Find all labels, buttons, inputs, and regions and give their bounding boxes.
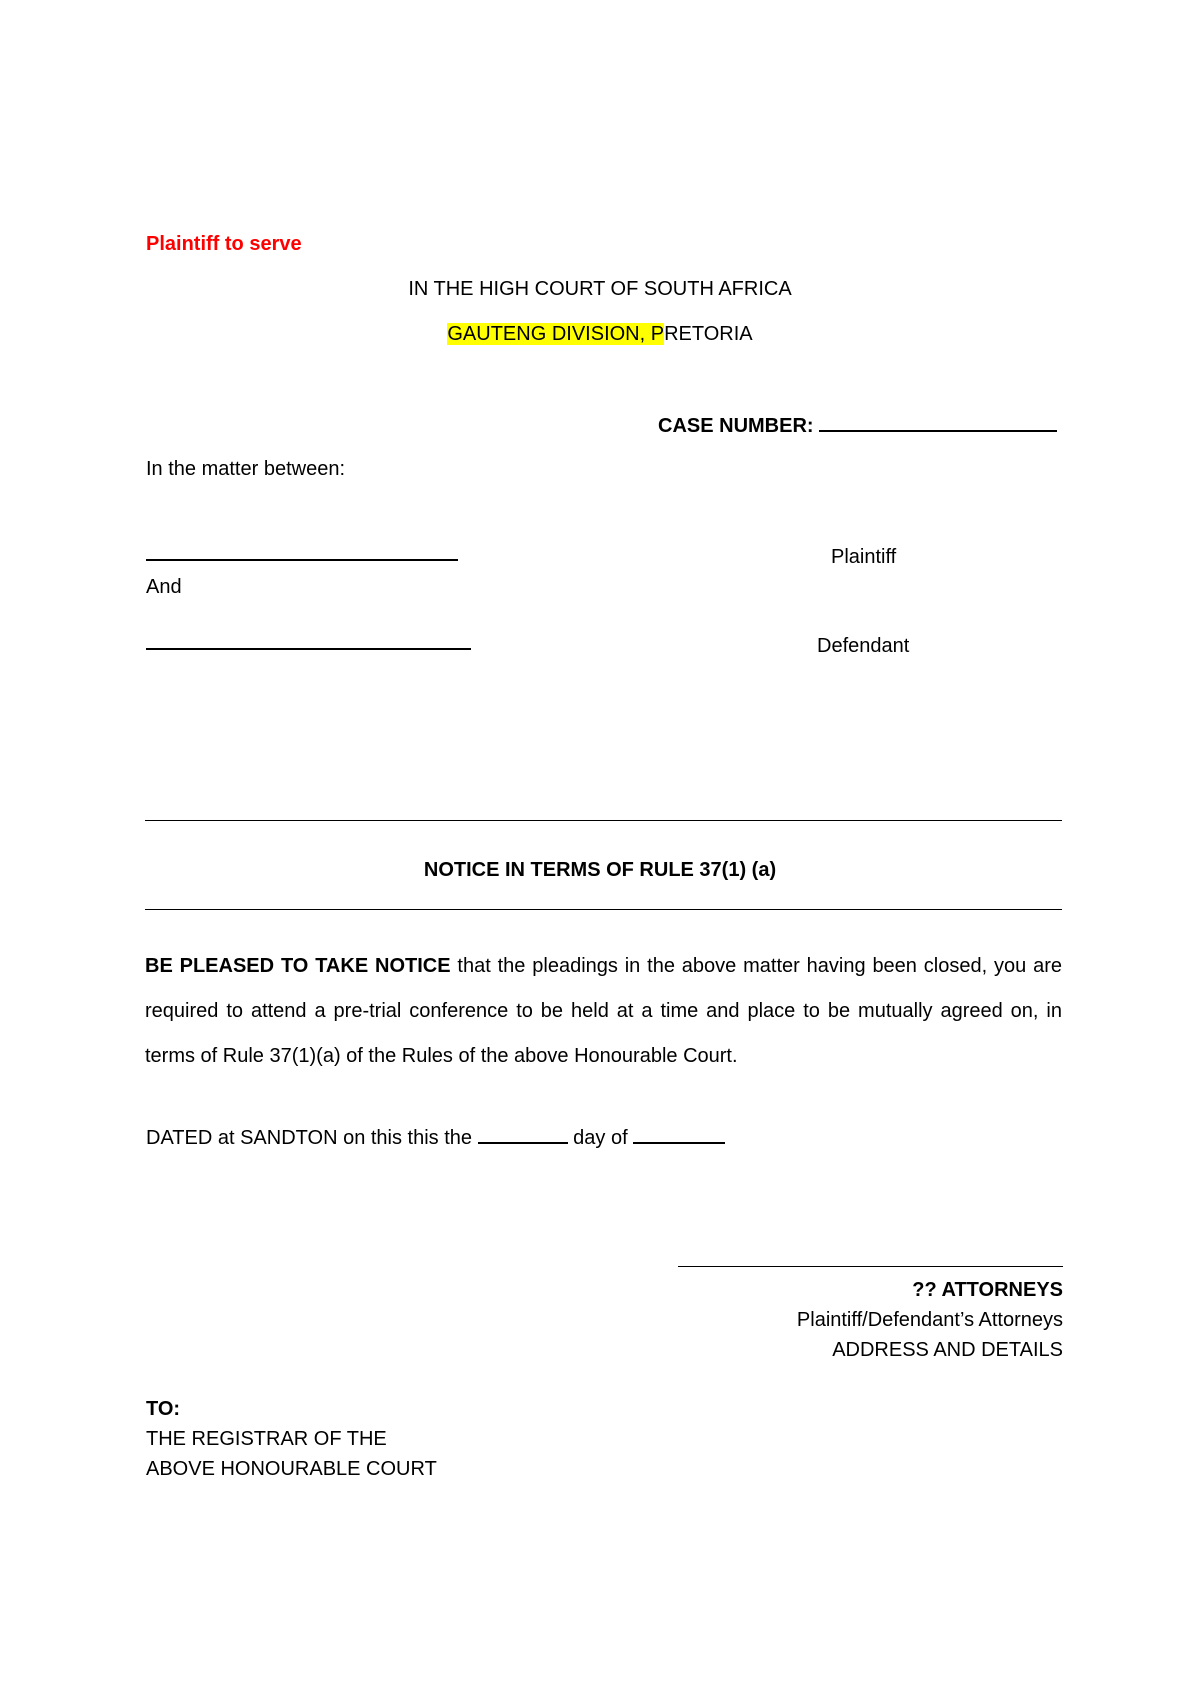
plaintiff-name-line[interactable] xyxy=(146,541,458,567)
notice-body-text: that the pleadings in the above matter having been closed, you are required to attend a pre-trial conference to be held at a time and place to be mutually agreed on, in terms of Rule 37(1)(a) of the Rules of the above Honourable Court. xyxy=(145,955,1062,1067)
dated-month-blank[interactable] xyxy=(633,1124,725,1144)
divider-bottom xyxy=(145,909,1062,910)
notice-body-lead: BE PLEASED TO TAKE NOTICE xyxy=(145,955,451,977)
court-title: IN THE HIGH COURT OF SOUTH AFRICA xyxy=(408,278,792,300)
matter-intro: In the matter between: xyxy=(146,458,346,480)
court-division-rest: RETORIA xyxy=(664,323,753,345)
addressee-line2: ABOVE HONOURABLE COURT xyxy=(146,1458,437,1480)
service-note: Plaintiff to serve xyxy=(146,233,302,255)
and-label: And xyxy=(146,576,182,598)
dated-day-blank[interactable] xyxy=(478,1124,568,1144)
case-number xyxy=(658,412,1057,438)
court-division xyxy=(0,322,1200,346)
plaintiff-label: Plaintiff xyxy=(831,546,897,568)
case-number-label: CASE NUMBER: xyxy=(658,415,814,437)
addressee-line1: THE REGISTRAR OF THE xyxy=(146,1428,387,1450)
signature-line[interactable] xyxy=(678,1266,1063,1267)
attorney-firm: ?? ATTORNEYS xyxy=(912,1279,1063,1301)
case-number-blank[interactable] xyxy=(819,412,1057,432)
court-division-highlighted: GAUTENG DIVISION, P xyxy=(447,323,665,345)
plaintiff-name-blank[interactable] xyxy=(146,541,458,561)
dated-line xyxy=(146,1124,725,1150)
notice-title: NOTICE IN TERMS OF RULE 37(1) (a) xyxy=(423,859,777,881)
attorney-role: Plaintiff/Defendant’s Attorneys xyxy=(796,1309,1063,1331)
attorney-address: ADDRESS AND DETAILS xyxy=(832,1339,1063,1361)
defendant-label: Defendant xyxy=(817,635,910,657)
defendant-name-line[interactable] xyxy=(146,630,471,656)
dated-prefix: DATED at SANDTON on this this the xyxy=(146,1127,473,1149)
dated-mid: day of xyxy=(573,1127,628,1149)
notice-body xyxy=(145,944,1062,1079)
to-label: TO: xyxy=(146,1398,181,1420)
defendant-name-blank[interactable] xyxy=(146,630,471,650)
divider-top xyxy=(145,820,1062,821)
